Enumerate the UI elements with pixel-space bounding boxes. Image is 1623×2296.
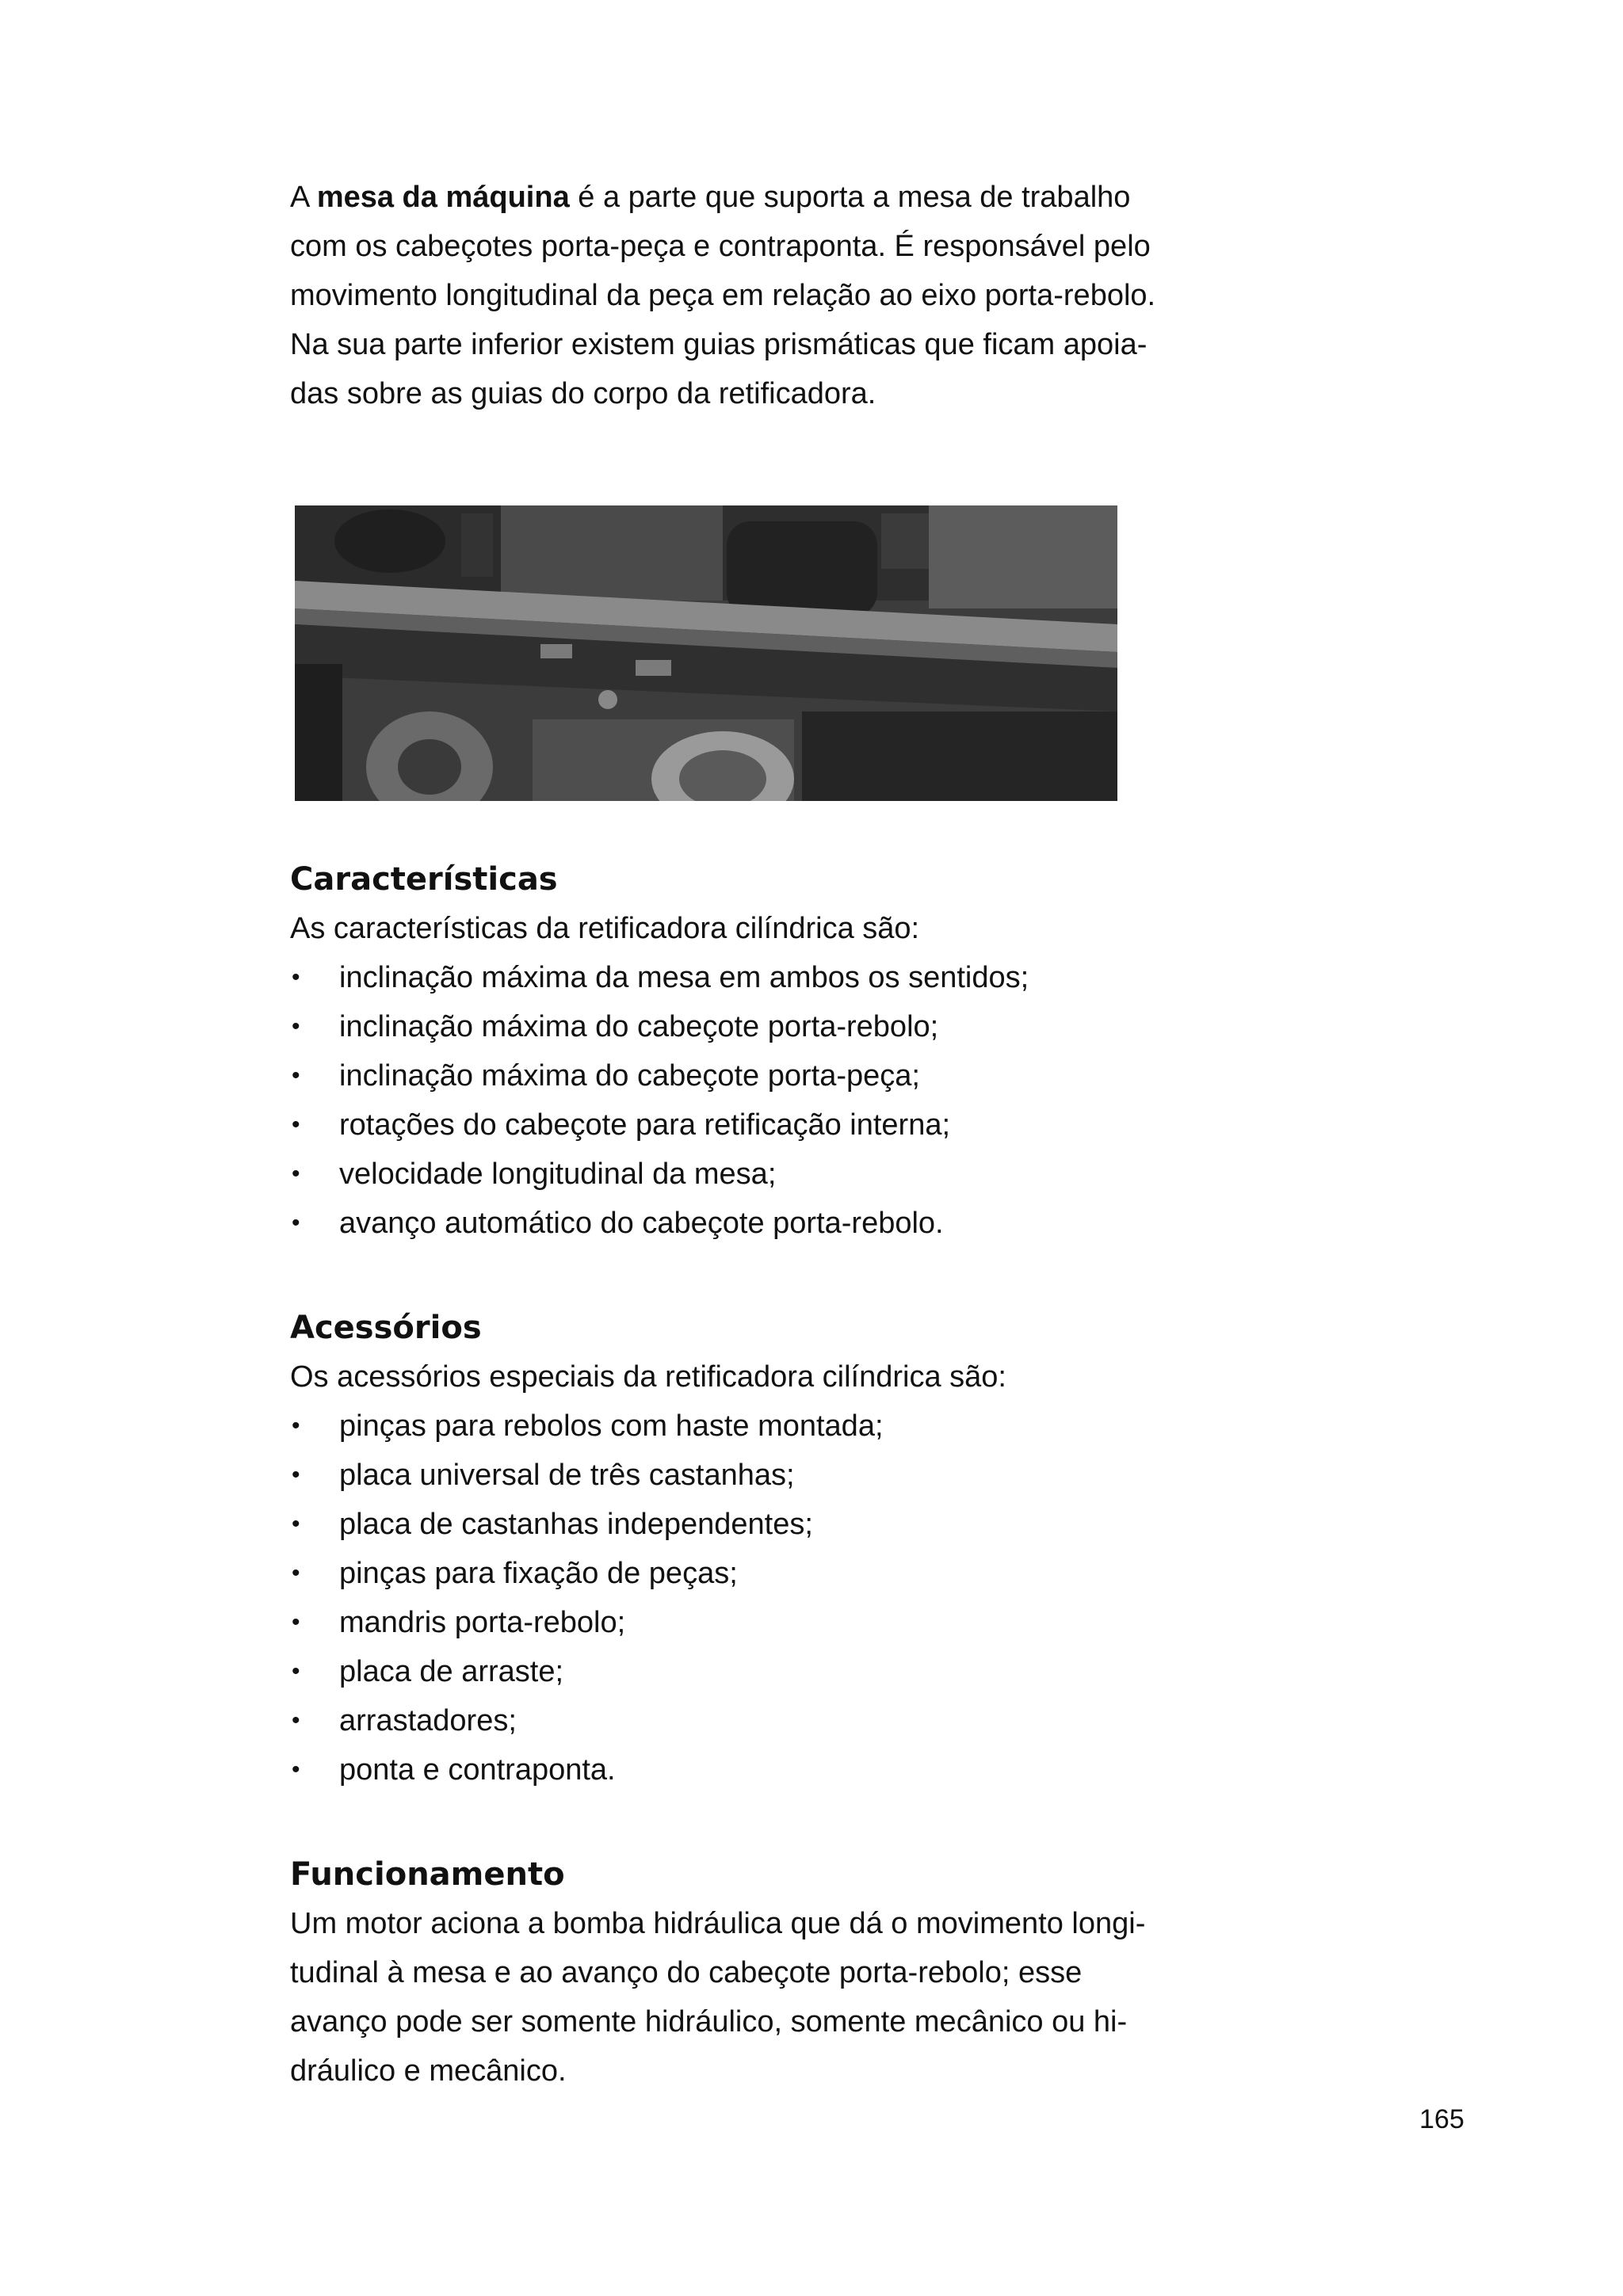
funcionamento-section — [290, 1850, 1201, 2096]
funcionamento-paragraph — [290, 1899, 1201, 2096]
caracteristicas-heading: Características — [290, 861, 558, 898]
list-item: • rotações do cabeçote para retificação interna; — [290, 1100, 1201, 1150]
intro-text: A — [290, 181, 317, 214]
list-item: • placa de arraste; — [290, 1647, 1201, 1696]
list-item: • pinças para rebolos com haste montada; — [290, 1402, 1201, 1451]
list-item: • inclinação máxima da mesa em ambos os sentidos; — [290, 953, 1201, 1002]
funcionamento-line: avanço pode ser somente hidráulico, somente mecânico ou hi- — [290, 2005, 1128, 2039]
intro-line: movimento longitudinal da peça em relação ao eixo porta-rebolo. — [290, 279, 1156, 312]
funcionamento-line: tudinal à mesa e ao avanço do cabeçote porta-rebolo; esse — [290, 1956, 1083, 1989]
list-item: • placa universal de três castanhas; — [290, 1451, 1201, 1500]
acessorios-intro: Os acessórios especiais da retificadora cilíndrica são: — [290, 1360, 1006, 1394]
intro-line: das sobre as guias do corpo da retificadora. — [290, 377, 876, 410]
intro-text: é a parte que suporta a mesa de trabalho — [569, 181, 1131, 214]
funcionamento-line: dráulico e mecânico. — [290, 2054, 567, 2088]
page-content — [290, 173, 1201, 2096]
list-item: • velocidade longitudinal da mesa; — [290, 1150, 1201, 1199]
list-item: • mandris porta-rebolo; — [290, 1598, 1201, 1647]
list-item: • inclinação máxima do cabeçote porta-rebolo; — [290, 1002, 1201, 1051]
list-item: • inclinação máxima do cabeçote porta-peça; — [290, 1051, 1201, 1100]
acessorios-heading: Acessórios — [290, 1310, 482, 1346]
caracteristicas-intro: As características da retificadora cilíndrica são: — [290, 912, 920, 945]
intro-paragraph — [290, 173, 1201, 418]
list-item: • pinças para fixação de peças; — [290, 1549, 1201, 1598]
machine-table-illustration — [295, 505, 1117, 801]
intro-line: com os cabeçotes porta-peça e contraponta. É responsável pelo — [290, 230, 1151, 263]
intro-line: Na sua parte inferior existem guias prismáticas que ficam apoia- — [290, 328, 1148, 361]
machine-table-photo — [295, 505, 1117, 801]
caracteristicas-section — [290, 855, 1201, 1248]
list-item: • arrastadores; — [290, 1696, 1201, 1745]
acessorios-section — [290, 1303, 1201, 1794]
list-item: • avanço automático do cabeçote porta-rebolo. — [290, 1199, 1201, 1248]
acessorios-list — [290, 1402, 1201, 1794]
funcionamento-heading: Funcionamento — [290, 1856, 565, 1893]
funcionamento-line: Um motor aciona a bomba hidráulica que dá o movimento longi- — [290, 1907, 1146, 1940]
intro-bold-term: mesa da máquina — [316, 181, 570, 214]
intro-line — [290, 173, 1201, 222]
caracteristicas-list — [290, 953, 1201, 1248]
list-item: • placa de castanhas independentes; — [290, 1500, 1201, 1549]
page-number: 165 — [1419, 2104, 1465, 2134]
list-item: • ponta e contraponta. — [290, 1745, 1201, 1794]
